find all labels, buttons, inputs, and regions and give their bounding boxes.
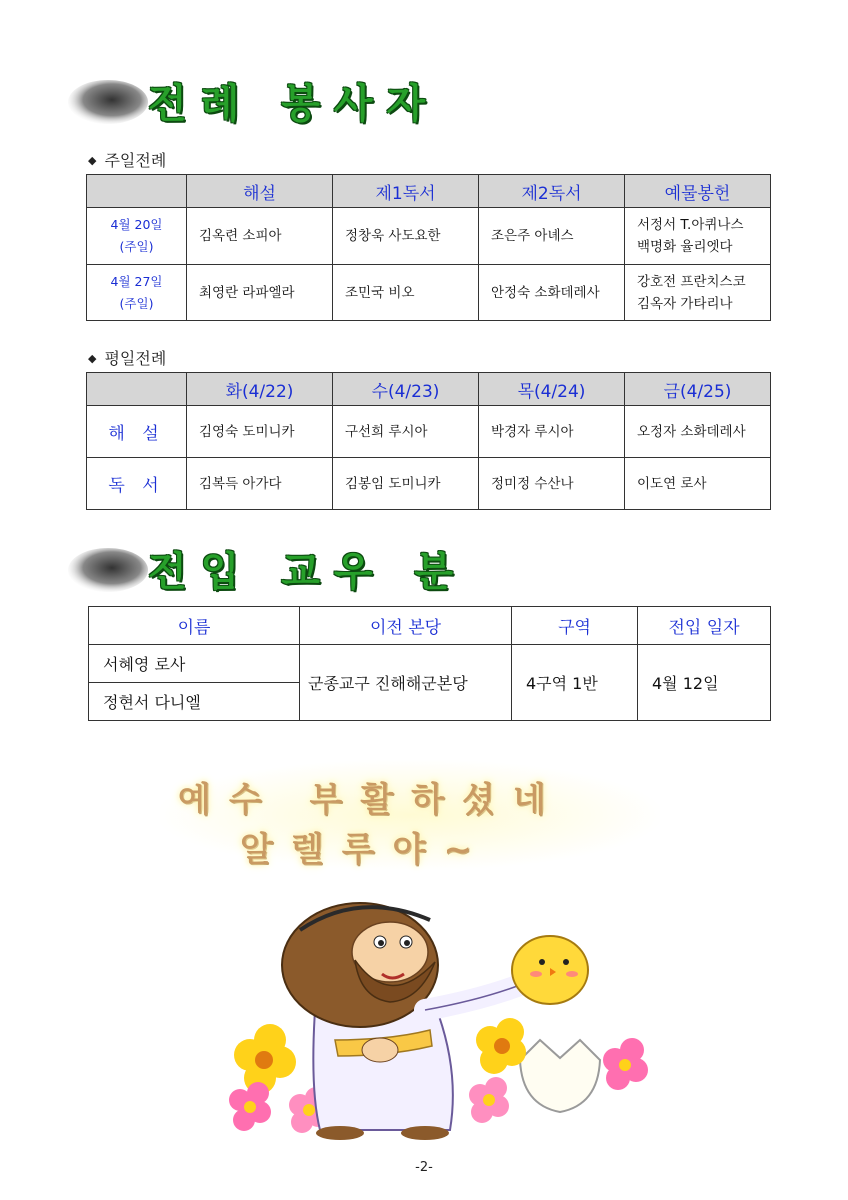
cell-commentary: 최영란 라파엘라 (187, 265, 333, 321)
cell-name: 정미정 수산나 (479, 458, 625, 510)
table-corner (87, 175, 187, 208)
header-friday: 금(4/25) (625, 373, 771, 406)
easter-banner (160, 760, 660, 870)
header-reading1: 제1독서 (333, 175, 479, 208)
diamond-bullet-icon: ◆ (88, 352, 97, 365)
cell-commentary: 김옥련 소피아 (187, 208, 333, 265)
header-thursday: 목(4/24) (479, 373, 625, 406)
cell-offering: 서정서 T.아퀴나스 백명화 율리엣다 (625, 208, 771, 265)
previous-parish-cell: 군종교구 진해해군본당 (300, 645, 512, 721)
header-date: 전입 일자 (638, 607, 771, 645)
gray-blob-icon (68, 546, 148, 592)
weekday-liturgy-label: ◆ 평일전례 (88, 349, 167, 368)
district-cell: 4구역 1반 (512, 645, 638, 721)
liturgy-section-title (68, 72, 440, 128)
cell-name: 김영숙 도미니카 (187, 406, 333, 458)
banner-line-2: 알렐루야~ (240, 830, 490, 870)
sunday-liturgy-table (86, 174, 771, 321)
newcomer-title-text: 전입 교우 분 (148, 549, 468, 595)
cell-reading2: 안정숙 소화데레사 (479, 265, 625, 321)
page-number: -2- (415, 1160, 433, 1175)
newcomer-name: 정현서 다니엘 (89, 683, 300, 721)
header-name: 이름 (89, 607, 300, 645)
flower-icon (476, 1018, 526, 1074)
cell-reading2: 조은주 아녜스 (479, 208, 625, 265)
row-date: 4월 20일 (주일) (87, 208, 187, 265)
header-wednesday: 수(4/23) (333, 373, 479, 406)
cell-offering: 강호전 프란치스코 김옥자 가타리나 (625, 265, 771, 321)
table-corner (87, 373, 187, 406)
header-previous-parish: 이전 본당 (300, 607, 512, 645)
table-row (87, 458, 771, 510)
newcomer-section-title (68, 540, 468, 596)
newcomer-name: 서혜영 로사 (89, 645, 300, 683)
chick-icon (512, 936, 588, 1004)
cell-name: 오정자 소화데레사 (625, 406, 771, 458)
row-role: 해 설 (87, 406, 187, 458)
cell-name: 박경자 루시아 (479, 406, 625, 458)
cell-name: 이도연 로사 (625, 458, 771, 510)
flower-icon (229, 1082, 271, 1131)
table-row (87, 265, 771, 321)
flower-icon (603, 1038, 648, 1090)
cell-reading1: 조민국 비오 (333, 265, 479, 321)
header-reading2: 제2독서 (479, 175, 625, 208)
table-row (87, 406, 771, 458)
sunday-liturgy-label: ◆ 주일전례 (88, 151, 167, 170)
cell-reading1: 정창욱 사도요한 (333, 208, 479, 265)
row-role: 독 서 (87, 458, 187, 510)
cell-name: 구선희 루시아 (333, 406, 479, 458)
banner-line-1: 예수 부활하셨네 (178, 780, 564, 820)
header-district: 구역 (512, 607, 638, 645)
diamond-bullet-icon: ◆ (88, 154, 97, 167)
flower-icon (234, 1024, 296, 1094)
row-date: 4월 27일 (주일) (87, 265, 187, 321)
table-row (89, 645, 771, 683)
gray-blob-icon (68, 78, 148, 124)
weekday-liturgy-table (86, 372, 771, 510)
header-offering: 예물봉헌 (625, 175, 771, 208)
header-tuesday: 화(4/22) (187, 373, 333, 406)
liturgy-title-text: 전례 봉사자 (148, 81, 440, 127)
newcomer-table (88, 606, 771, 721)
flower-icon (469, 1077, 509, 1123)
cell-name: 김복득 아가다 (187, 458, 333, 510)
risen-jesus-illustration (220, 890, 650, 1140)
header-commentary: 해설 (187, 175, 333, 208)
table-row (87, 208, 771, 265)
cell-name: 김봉임 도미니카 (333, 458, 479, 510)
date-cell: 4월 12일 (638, 645, 771, 721)
